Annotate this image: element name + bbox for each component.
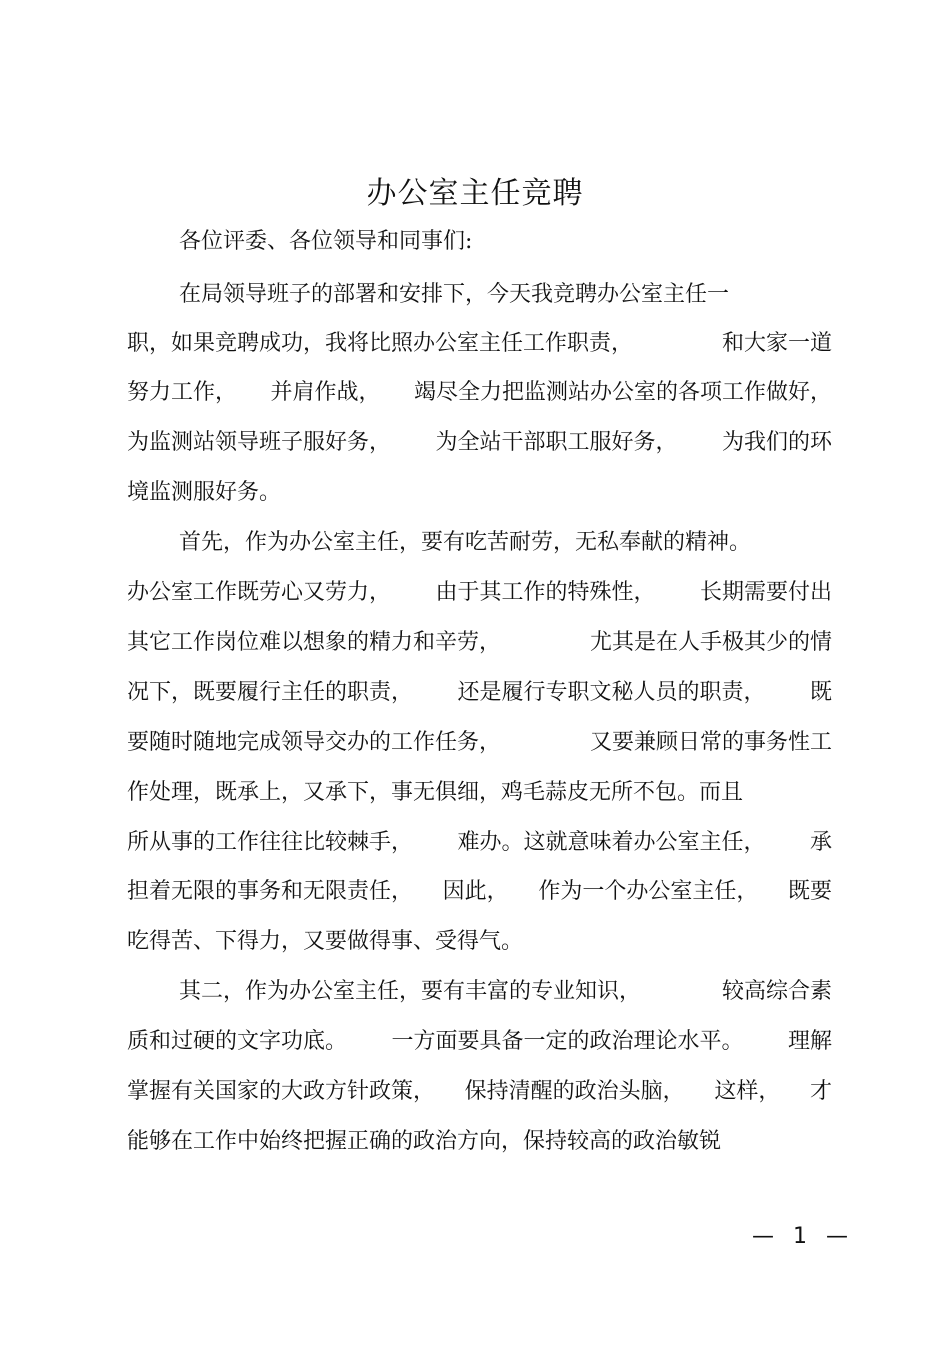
text-segment: 所从事的工作往往比较棘手， — [127, 830, 414, 855]
text-segment: 况下，既要履行主任的职责， — [127, 680, 414, 705]
paragraph-line — [127, 627, 832, 659]
paragraph-line — [127, 876, 832, 908]
text-segment: 较高综合素 — [721, 979, 832, 1004]
text-segment: 并肩作战， — [270, 380, 381, 405]
text-segment: 担着无限的事务和无限责任， — [127, 879, 414, 904]
text-segment: 职，如果竞聘成功，我将比照办公室主任工作职责， — [127, 331, 634, 356]
text-segment: 还是履行专职文秘人员的职责， — [457, 680, 766, 705]
paragraph-line — [127, 577, 832, 609]
text-segment: 又要兼顾日常的事务性工 — [589, 730, 832, 755]
text-segment: 掌握有关国家的大政方针政策， — [127, 1079, 436, 1104]
paragraph-line — [179, 279, 832, 311]
text-segment: 一方面要具备一定的政治理论水平。 — [391, 1029, 744, 1054]
text-segment: 既 — [809, 680, 832, 705]
paragraph-line — [127, 926, 832, 958]
text-segment: 质和过硬的文字功底。 — [127, 1029, 348, 1054]
paragraph-line — [127, 827, 832, 859]
text-segment: 要随时随地完成领导交办的工作任务， — [127, 730, 502, 755]
paragraph-line — [127, 377, 832, 409]
paragraph-line — [127, 1076, 832, 1108]
document-title: 办公室主任竞聘 — [366, 176, 584, 211]
text-segment: 难办。这就意味着办公室主任， — [457, 830, 766, 855]
paragraph-line — [127, 1026, 832, 1058]
page-number: — 1 — — [752, 1224, 854, 1249]
paragraph-line — [127, 727, 832, 759]
paragraph-line — [179, 976, 832, 1008]
text-segment: 办公室工作既劳心又劳力， — [127, 580, 392, 605]
text-segment: 为我们的环 — [721, 430, 832, 455]
text-segment: 由于其工作的特殊性， — [435, 580, 656, 605]
text-segment: 理解 — [787, 1029, 832, 1054]
salutation-line — [179, 226, 832, 258]
text-segment: 和大家一道 — [721, 331, 832, 356]
text-segment: 因此， — [442, 879, 509, 904]
text-segment: 努力工作， — [127, 380, 238, 405]
text-segment: 竭尽全力把监测站办公室的各项工作做好， — [413, 380, 832, 405]
paragraph-line — [127, 777, 832, 809]
text-segment: 保持清醒的政治头脑， — [464, 1079, 685, 1104]
paragraph-line — [179, 527, 832, 559]
text-segment: 境监测服好务。 — [127, 480, 282, 505]
text-segment: 作为一个办公室主任， — [538, 879, 759, 904]
text-segment: 为全站干部职工服好务， — [435, 430, 678, 455]
paragraph-line — [127, 677, 832, 709]
text-segment: 既要 — [787, 879, 832, 904]
text-segment: 作处理，既承上，又承下，事无俱细，鸡毛蒜皮无所不包。而且 — [127, 780, 744, 805]
paragraph-line — [127, 1126, 832, 1158]
text-segment: 吃得苦、下得力，又要做得事、受得气。 — [127, 929, 524, 954]
text-segment: 才 — [809, 1079, 832, 1104]
salutation-text: 各位评委、各位领导和同事们: — [179, 229, 473, 254]
text-segment: 其二，作为办公室主任，要有丰富的专业知识， — [179, 979, 642, 1004]
text-segment: 能够在工作中始终把握正确的政治方向，保持较高的政治敏锐 — [127, 1129, 722, 1154]
text-segment: 长期需要付出 — [699, 580, 832, 605]
text-segment: 其它工作岗位难以想象的精力和辛劳， — [127, 630, 502, 655]
text-segment: 这样， — [714, 1079, 781, 1104]
text-segment: 为监测站领导班子服好务， — [127, 430, 392, 455]
text-segment: 尤其是在人手极其少的情 — [589, 630, 832, 655]
text-segment: 首先，作为办公室主任，要有吃苦耐劳，无私奉献的精神。 — [179, 530, 752, 555]
text-segment: 承 — [809, 830, 832, 855]
paragraph-line — [127, 427, 832, 459]
paragraph-line — [127, 477, 832, 509]
text-segment: 在局领导班子的部署和安排下，今天我竞聘办公室主任一 — [179, 282, 730, 307]
paragraph-line — [127, 328, 832, 360]
